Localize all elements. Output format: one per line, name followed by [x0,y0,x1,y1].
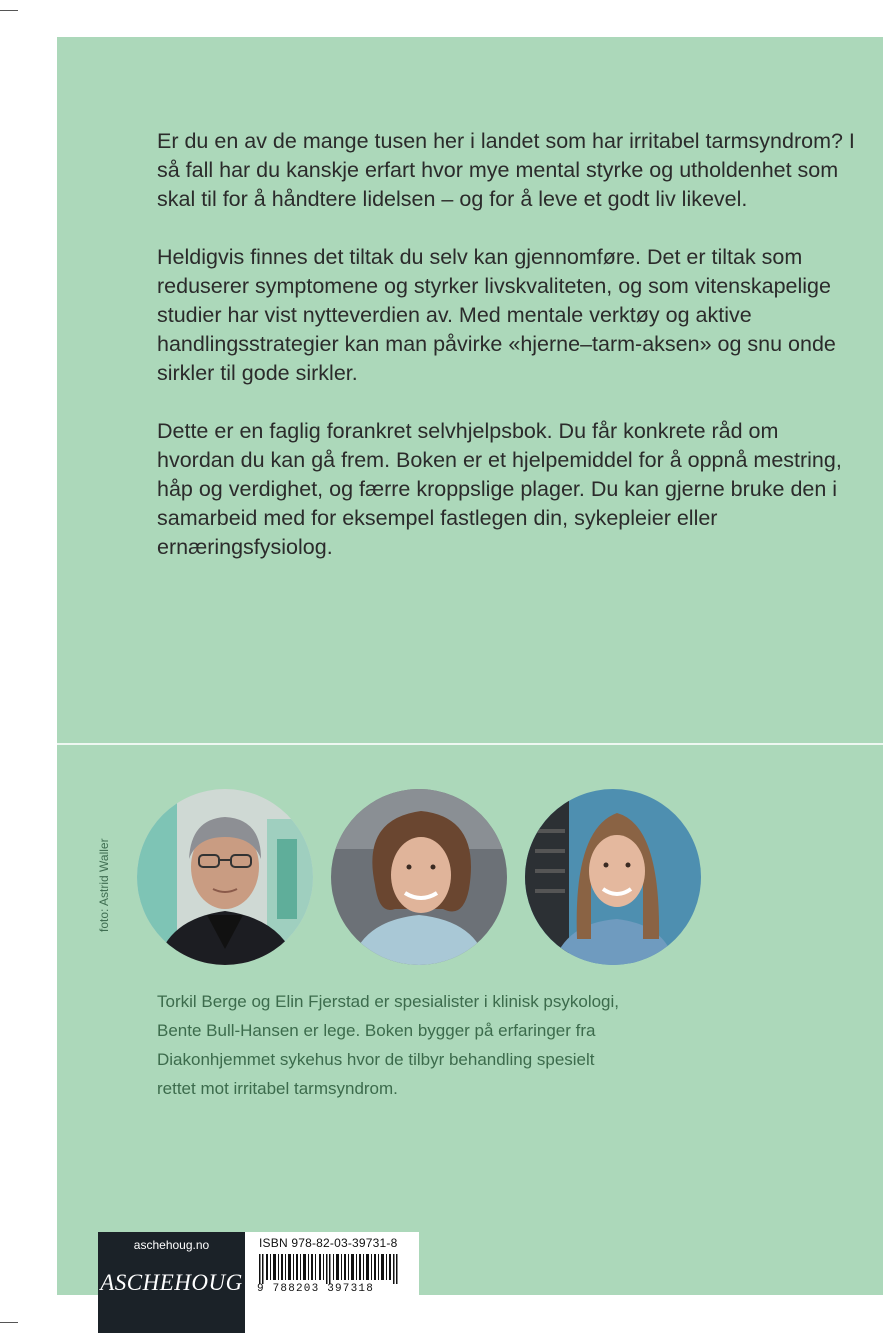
blurb-paragraph-2: Heldigvis finnes det tiltak du selv kan gjennomføre. Det er tiltak som reduserer symptomene og styrker livskvaliteten, og som vitenskapelige studier har vist nytteverdien av. Med mentale verktøy og aktive handlingsstrategier kan man påvirke «hjerne–tarm-aksen» og snu onde sirkler til gode sirkler. [157,245,836,385]
blurb-paragraph-1: Er du en av de mange tusen her i landet som har irritabel tarmsyndrom? I så fall har du kanskje erfart hvor mye mental styrke og utholdenhet som skal til for å håndtere lidelsen – og for å leve et godt liv likevel. [157,129,855,211]
crop-mark-top-left [0,10,18,11]
photo-credit: foto: Astrid Waller [97,838,111,932]
publisher-logo-box [98,1232,245,1333]
woman-curly-portrait-image [331,789,507,965]
section-divider [57,743,883,745]
author-photo-2 [331,789,507,965]
publisher-url: aschehoug.no [133,1238,210,1252]
barcode-digits: 9 788203 397318 [257,1283,375,1295]
author-photo-3 [525,789,701,965]
author-description [157,987,757,1103]
author-line-2: Bente Bull-Hansen er lege. Boken bygger på erfaringer fra [157,1021,596,1040]
isbn-barcode-box [245,1232,419,1296]
author-photos [137,789,737,969]
blurb-text [157,127,857,591]
author-line-3: Diakonhjemmet sykehus hvor de tilbyr behandling spesielt [157,1050,595,1069]
isbn-label: ISBN 978-82-03-39731-8 [259,1236,398,1250]
back-cover-panel [57,37,883,1295]
blurb-paragraph-3: Dette er en faglig forankret selvhjelpsbok. Du får konkrete råd om hvordan du kan gå frem. Boken er et hjelpemiddel for å oppnå mestring, håp og verdighet, og færre kroppslige plager. Du kan gjerne bruke den i samarbeid med for eksempel fastlegen din, sykepleier eller ernæringsfysiolog. [157,419,842,559]
man-portrait-image [137,789,313,965]
woman-long-hair-portrait-image [525,789,701,965]
author-photo-1 [137,789,313,965]
author-line-4: rettet mot irritabel tarmsyndrom. [157,1079,398,1098]
author-line-1: Torkil Berge og Elin Fjerstad er spesialister i klinisk psykologi, [157,992,620,1011]
crop-mark-bottom-left [0,1322,18,1323]
barcode-icon [259,1254,409,1284]
publisher-logo: ASCHEHOUG [100,1270,243,1295]
